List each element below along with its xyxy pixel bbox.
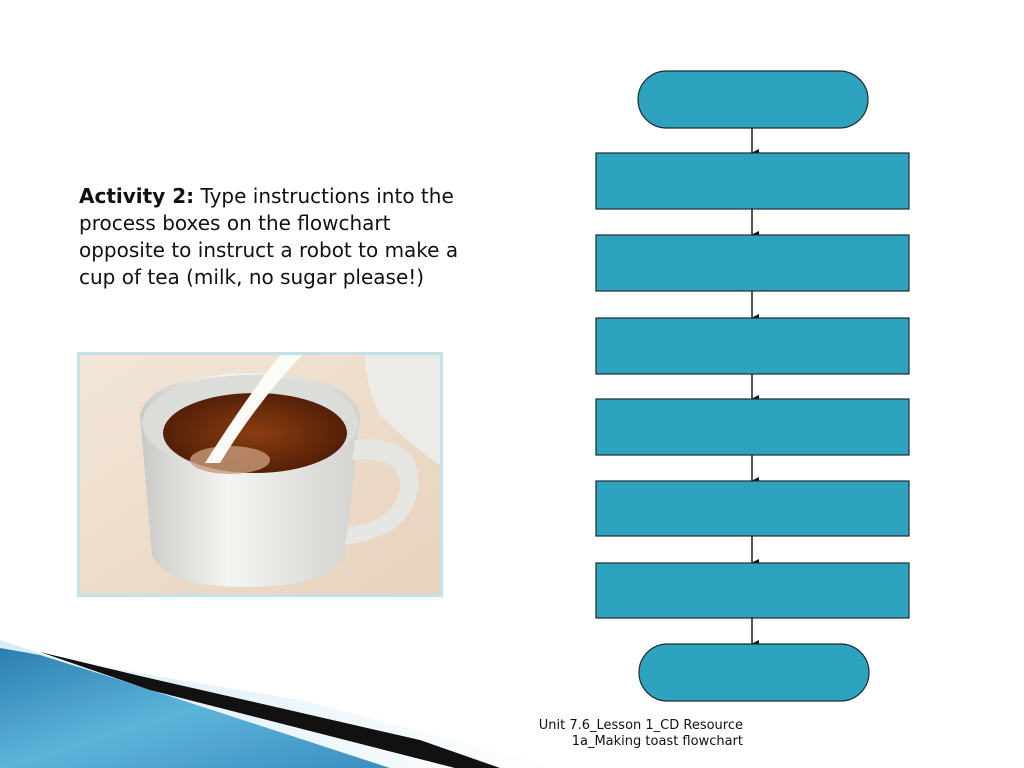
process-box-5[interactable] (596, 481, 909, 536)
footer-caption (539, 718, 743, 750)
process-box-3[interactable] (596, 318, 909, 374)
footer-line-2: 1a_Making toast flowchart (571, 734, 743, 749)
activity-heading: Activity 2: (79, 184, 195, 208)
flowchart-end-terminator[interactable] (639, 644, 869, 701)
flowchart-start-terminator[interactable] (638, 71, 868, 128)
process-box-4[interactable] (596, 399, 909, 455)
footer-line-1: Unit 7.6_Lesson 1_CD Resource (538, 718, 743, 733)
process-box-6[interactable] (596, 563, 909, 618)
activity-text: Type instructions into the process boxes on the flowchart opposite to instruct a robot to make a cup of tea (milk, no sugar please!) (79, 184, 459, 289)
process-box-1[interactable] (596, 153, 909, 209)
process-box-2[interactable] (596, 235, 909, 291)
